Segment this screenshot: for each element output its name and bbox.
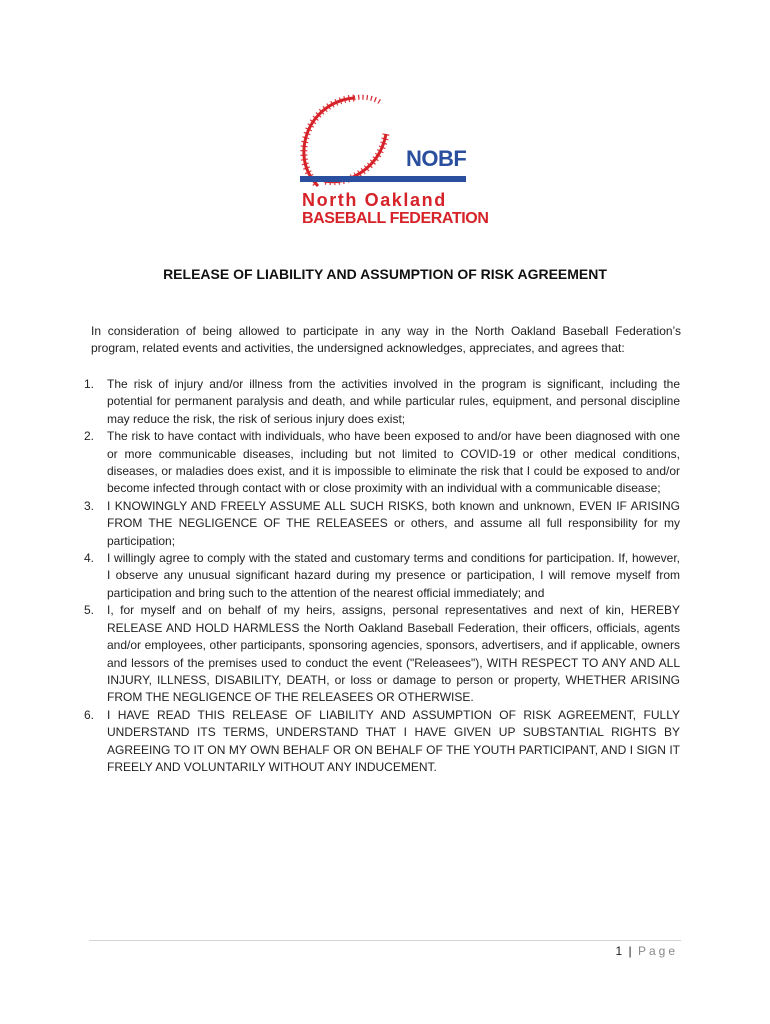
item-number: 4. — [84, 551, 95, 566]
item-number: 1. — [84, 377, 95, 391]
logo-blue-bar — [300, 176, 466, 182]
item-text: I willingly agree to comply with the stated and customary terms and conditions for participation. If, however, I observe any unusual significant hazard during my presence or participation, I will remove myself from participation and bring such to the attention of the nearest official immediately; and — [107, 551, 680, 600]
logo-name-line2: BASEBALL FEDERATION — [302, 210, 489, 227]
agreement-item-5 — [0, 602, 680, 706]
item-number: 6. — [84, 707, 95, 722]
agreement-item-4 — [0, 550, 680, 602]
document-title: RELEASE OF LIABILITY AND ASSUMPTION OF RISK AGREEMENT — [163, 266, 607, 282]
item-number: 3. — [84, 498, 95, 513]
item-number: 2. — [84, 429, 95, 444]
page-label: Page — [637, 944, 678, 958]
item-text: I, for myself and on behalf of my heirs, assigns, personal representatives and next of kin, HEREBY RELEASE AND HOLD HARMLESS the North Oakland Baseball Federation, their officers, officials, agents and/or employees, other participants, sponsoring agencies, sponsors, advertisers, and if applicable, owners and lessors of the premises used to conduct the event ("Releasees"), WITH RESPECT TO ANY AND ALL INJURY, ILLNESS, DISABILITY, DEATH, or loss or damage to person or property, WHETHER ARISING FROM THE NEGLIGENCE OF THE RELEASEES OR OTHERWISE. — [107, 603, 680, 705]
item-text: The risk of injury and/or illness from the activities involved in the program is significant, including the potential for permanent paralysis and death, and while particular rules, equipment, and personal discipline may reduce the risk, the risk of serious injury does exist; — [107, 377, 680, 426]
agreement-item-3 — [0, 498, 680, 550]
item-number: 5. — [84, 603, 95, 618]
nobf-logo — [296, 94, 489, 234]
item-text: I HAVE READ THIS RELEASE OF LIABILITY AND ASSUMPTION OF RISK AGREEMENT, FULLY UNDERSTAND ITS TERMS, UNDERSTAND THAT I HAVE GIVEN UP SUBSTANTIAL RIGHTS BY AGREEING TO IT ON MY OWN BEHALF OR ON BEHALF OF THE YOUTH PARTICIPANT, AND I SIGN IT FREELY AND VOLUNTARILY WITHOUT ANY INDUCEMENT. — [107, 707, 680, 774]
logo-name-line1: North Oakland — [302, 190, 447, 210]
agreement-item-1 — [0, 376, 680, 428]
intro-paragraph: In consideration of being allowed to participate in any way in the North Oakland Baseball Federation’s program, related events and activities, the undersigned acknowledges, appreciates, and agrees that: — [91, 324, 681, 356]
page-separator: | — [628, 944, 632, 958]
agreement-item-2 — [0, 428, 680, 498]
item-text: The risk to have contact with individuals, who have been exposed to and/or have been diagnosed with one or more communicable diseases, including but not limited to COVID-19 or other medical conditions, diseases, or maladies does exist, and it is impossible to eliminate the risk that I could be exposed to and/or become infected through contact with or close proximity with an individual with a communicable disease; — [107, 429, 680, 496]
agreement-item-6 — [0, 707, 680, 777]
item-text: I KNOWINGLY AND FREELY ASSUME ALL SUCH RISKS, both known and unknown, EVEN IF ARISING FROM THE NEGLIGENCE OF THE RELEASEES or others, and assume all full responsibility for my participation; — [107, 498, 680, 548]
footer-divider — [89, 940, 681, 941]
page-number: 1 — [615, 944, 623, 958]
page-footer — [615, 944, 678, 958]
logo-abbreviation: NOBF — [406, 146, 467, 171]
agreement-list — [0, 376, 680, 776]
